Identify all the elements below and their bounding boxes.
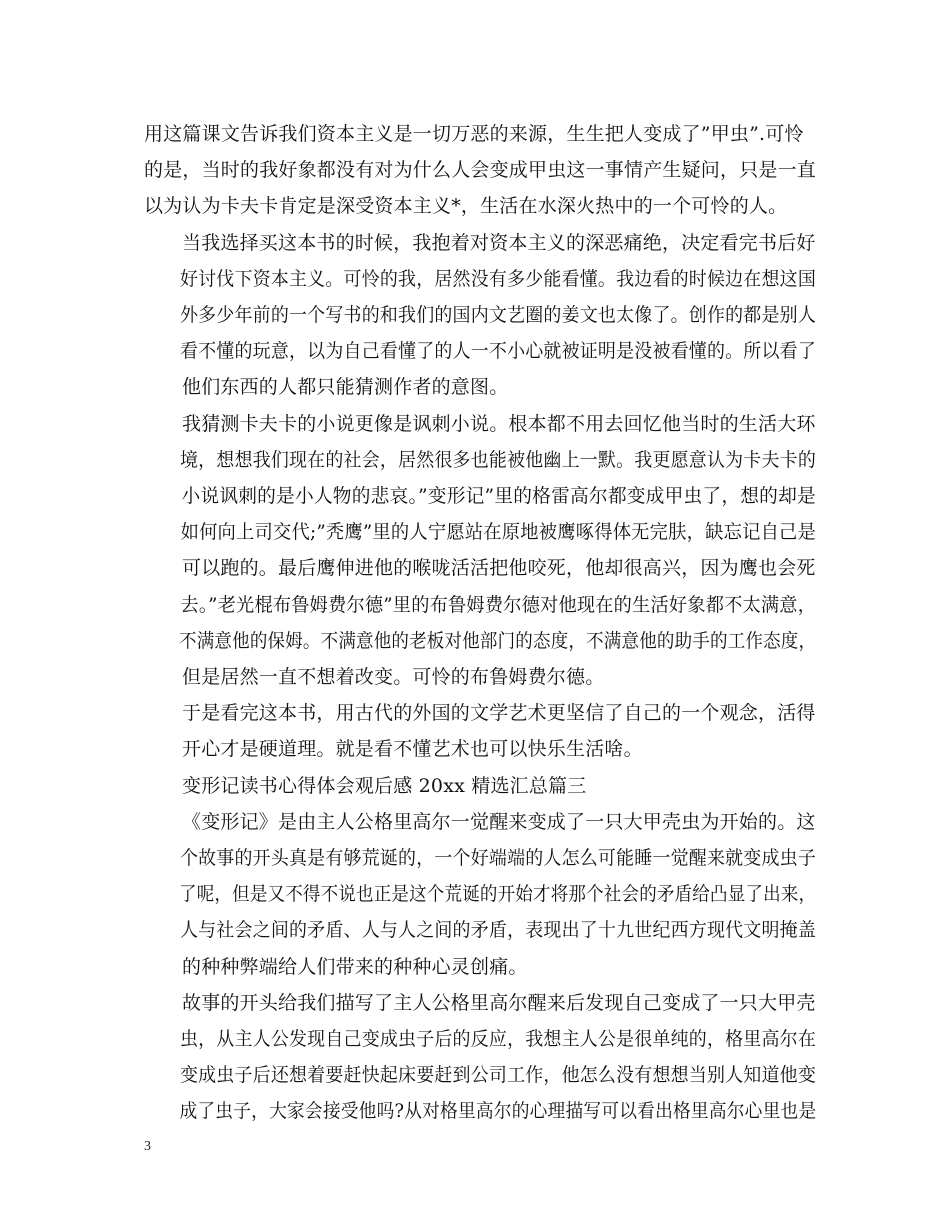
paragraph — [144, 406, 816, 696]
text-line: 去。”老光棍布鲁姆费尔德”里的布鲁姆费尔德对他现在的生活好象都不太满意， — [180, 593, 817, 616]
document-body — [144, 116, 816, 1130]
page-number: 3 — [144, 1139, 151, 1154]
text-line: 了呢，但是又不得不说也正是这个荒诞的开始才将那个社会的矛盾给凸显了出来， — [179, 883, 817, 906]
text-line: 当我选择买这本书的时候，我抱着对资本主义的深恶痛绝，决定看完书后好 — [182, 231, 816, 254]
text-line: 开心才是硬道理。就是看不懂艺术也可以快乐生活啥。 — [182, 738, 643, 761]
paragraph — [144, 225, 816, 406]
text-line: 看不懂的玩意，以为自己看懂了的人一不小心就被证明是没被看懂的。所以看了 — [179, 340, 817, 363]
text-line: 成了虫子，大家会接受他吗?从对格里高尔的心理描写可以看出格里高尔心里也是 — [179, 1100, 817, 1123]
text-line: 小说讽刺的是小人物的悲哀。”变形记”里的格雷高尔都变成甲虫了，想的却是 — [181, 485, 816, 508]
text-line: 《变形记》是由主人公格里高尔一觉醒来变成了一只大甲壳虫为开始的。这 — [182, 810, 816, 833]
paragraph — [144, 804, 816, 985]
text-line: 如何向上司交代;”秃鹰”里的人宁愿站在原地被鹰啄得体无完肤，缺忘记自己是 — [180, 521, 817, 544]
paragraph — [144, 116, 816, 225]
text-line: 外多少年前的一个写书的和我们的国内文艺圈的姜文也太像了。创作的都是别人 — [179, 304, 817, 327]
text-line: 个故事的开头真是有够荒诞的，一个好端端的人怎么可能睡一觉醒来就变成虫子 — [179, 847, 817, 870]
text-line: 我猜测卡夫卡的小说更像是讽刺小说。根本都不用去回忆他当时的生活大环 — [182, 412, 816, 435]
text-line: 境，想想我们现在的社会，居然很多也能被他幽上一默。我更愿意认为卡夫卡的 — [179, 448, 817, 471]
text-line: 但是居然一直不想着改变。可怜的布鲁姆费尔德。 — [182, 666, 605, 689]
text-line: 人与社会之间的矛盾、人与人之间的矛盾，表现出了十九世纪西方现代文明掩盖 — [179, 919, 817, 942]
text-line: 好讨伐下资本主义。可怜的我，居然没有多少能看懂。我边看的时候边在想这国 — [179, 267, 817, 290]
text-line: 以为认为卡夫卡肯定是深受资本主义*，生活在水深火热中的一个可怜的人。 — [144, 195, 788, 218]
paragraph — [144, 768, 816, 804]
text-line: 不满意他的保姆。不满意他的老板对他部门的态度，不满意他的助手的工作态度， — [179, 629, 817, 652]
text-line: 故事的开头给我们描写了主人公格里高尔醒来后发现自己变成了一只大甲壳 — [182, 991, 816, 1014]
paragraph — [144, 695, 816, 767]
text-line: 他们东西的人都只能猜测作者的意图。 — [182, 376, 509, 399]
text-line: 的种种弊端给人们带来的种种心灵创痛。 — [182, 955, 528, 978]
text-line: 变成虫子后还想着要赶快起床要赶到公司工作，他怎么没有想想当别人知道他变 — [179, 1064, 817, 1087]
text-line: 的是，当时的我好象都没有对为什么人会变成甲虫这一事情产生疑问，只是一直 — [144, 159, 817, 182]
text-line: 可以跑的。最后鹰伸进他的喉咙活活把他咬死，他却很高兴，因为鹰也会死 — [182, 557, 816, 580]
text-line: 于是看完这本书，用古代的外国的文学艺术更坚信了自己的一个观念，活得 — [182, 702, 816, 725]
text-line: 虫，从主人公发现自己变成虫子后的反应，我想主人公是很单纯的，格里高尔在 — [179, 1028, 817, 1051]
paragraph — [144, 985, 816, 1130]
text-line: 用这篇课文告诉我们资本主义是一切万恶的来源，生生把人变成了”甲虫”.可怜 — [144, 123, 804, 145]
text-line: 变形记读书心得体会观后感 20xx 精选汇总篇三 — [182, 774, 587, 797]
